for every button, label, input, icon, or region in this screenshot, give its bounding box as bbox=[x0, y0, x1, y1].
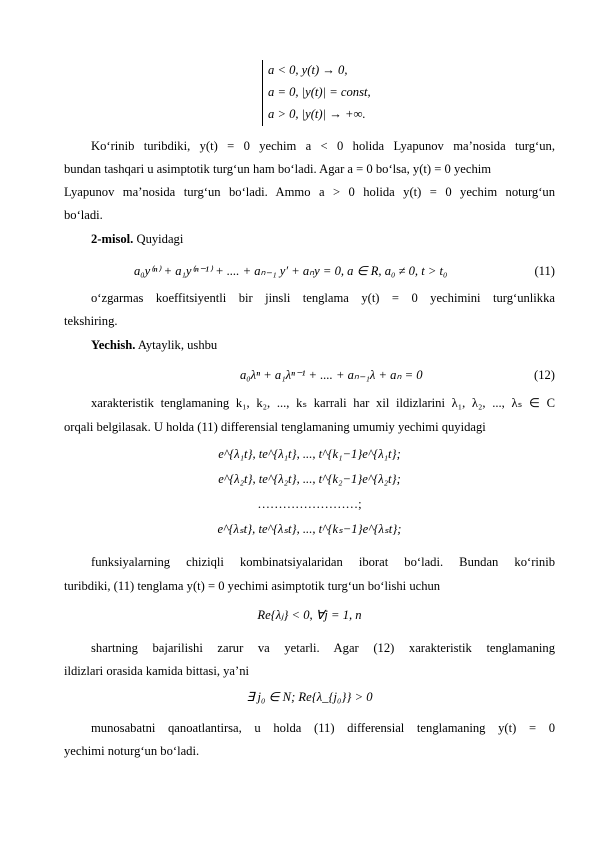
existence-formula: ∃ j₀ ∈ N; Re{λ_{j₀}} > 0 bbox=[246, 690, 373, 704]
paragraph-5-line-2: ildizlari orasida kamida bittasi, ya’ni bbox=[64, 664, 250, 678]
paragraph-2-line-1: o‘zgarmas koeffitsiyentli bir jinsli tenglama y(t) = 0 yechimini turg‘unlikka bbox=[91, 291, 555, 305]
equation-11-number: (11) bbox=[534, 264, 555, 278]
equation-12: a₀λⁿ + a₁λⁿ⁻¹ + .... + aₙ₋₁λ + aₙ = 0 bbox=[240, 368, 423, 382]
paragraph-3-line-1: xarakteristik tenglamaning k₁, k₂, ..., kₛ karrali har xil ildizlarini λ₁, λ₂, ..., λₛ ∈ C bbox=[91, 396, 555, 410]
case-line-3: a > 0, |y(t)| → +∞. bbox=[268, 107, 366, 121]
paragraph-5-line-1: shartning bajarilishi zarur va yetarli. Agar (12) xarakteristik tenglamaning bbox=[91, 641, 555, 655]
solution-text: Aytaylik, ushbu bbox=[137, 338, 218, 352]
paragraph-1-line-3: Lyapunov ma’nosida turg‘un bo‘ladi. Ammo a > 0 holida y(t) = 0 yechim noturg‘un bbox=[64, 185, 555, 199]
paragraph-3-line-2: orqali belgilasak. U holda (11) differensial tenglamaning umumiy yechimi quyidagi bbox=[64, 420, 486, 434]
paragraph-4-line-2: turibdiki, (11) tenglama y(t) = 0 yechimi asimptotik turg‘un bo‘lishi uchun bbox=[64, 579, 441, 593]
solution-row-3: ……………………; bbox=[257, 497, 362, 511]
paragraph-1-line-1: Ko‘rinib turibdiki, y(t) = 0 yechim a < 0 holida Lyapunov ma’nosida turg‘un, bbox=[91, 139, 555, 153]
paragraph-6-line-1: munosabatni qanoatlantirsa, u holda (11) differensial tenglamaning y(t) = 0 bbox=[91, 721, 555, 735]
solution-row-2: e^{λ₂t}, te^{λ₂t}, ..., t^{k₂−1}e^{λ₂t}; bbox=[218, 472, 401, 486]
case-line-2: a = 0, |y(t)| = const, bbox=[268, 85, 371, 99]
paragraph-2-line-2: tekshiring. bbox=[64, 314, 118, 328]
example-label: 2-misol. bbox=[91, 232, 134, 246]
example-text: Quyidagi bbox=[136, 232, 184, 246]
example-heading bbox=[91, 230, 555, 248]
equation-11: a₀y⁽ⁿ⁾ + a₁y⁽ⁿ⁻¹⁾ + .... + aₙ₋₁ y′ + aₙy = 0, a ∈ R, a₀ ≠ 0, t > t₀ bbox=[134, 264, 448, 278]
solution-label: Yechish. bbox=[91, 338, 136, 352]
paragraph-1-line-2: bundan tashqari u asimptotik turg‘un ham bo‘ladi. Agar a = 0 bo‘lsa, y(t) = 0 yechim bbox=[64, 162, 492, 176]
condition-formula: Re{λⱼ} < 0, ∀j = 1, n bbox=[257, 608, 362, 622]
solution-heading bbox=[91, 336, 555, 354]
paragraph-4-line-1: funksiyalarning chiziqli kombinatsiyalaridan iborat bo‘ladi. Bundan ko‘rinib bbox=[91, 555, 555, 569]
case-line-1: a < 0, y(t) → 0, bbox=[268, 63, 348, 77]
equation-12-number: (12) bbox=[534, 368, 555, 382]
solution-row-1: e^{λ₁t}, te^{λ₁t}, ..., t^{k₁−1}e^{λ₁t}; bbox=[218, 447, 401, 461]
solution-row-4: e^{λₛt}, te^{λₛt}, ..., t^{kₛ−1}e^{λₛt}; bbox=[217, 522, 402, 536]
paragraph-1-line-4: bo‘ladi. bbox=[64, 208, 103, 222]
paragraph-6-line-2: yechimi noturg‘un bo‘ladi. bbox=[64, 744, 200, 758]
